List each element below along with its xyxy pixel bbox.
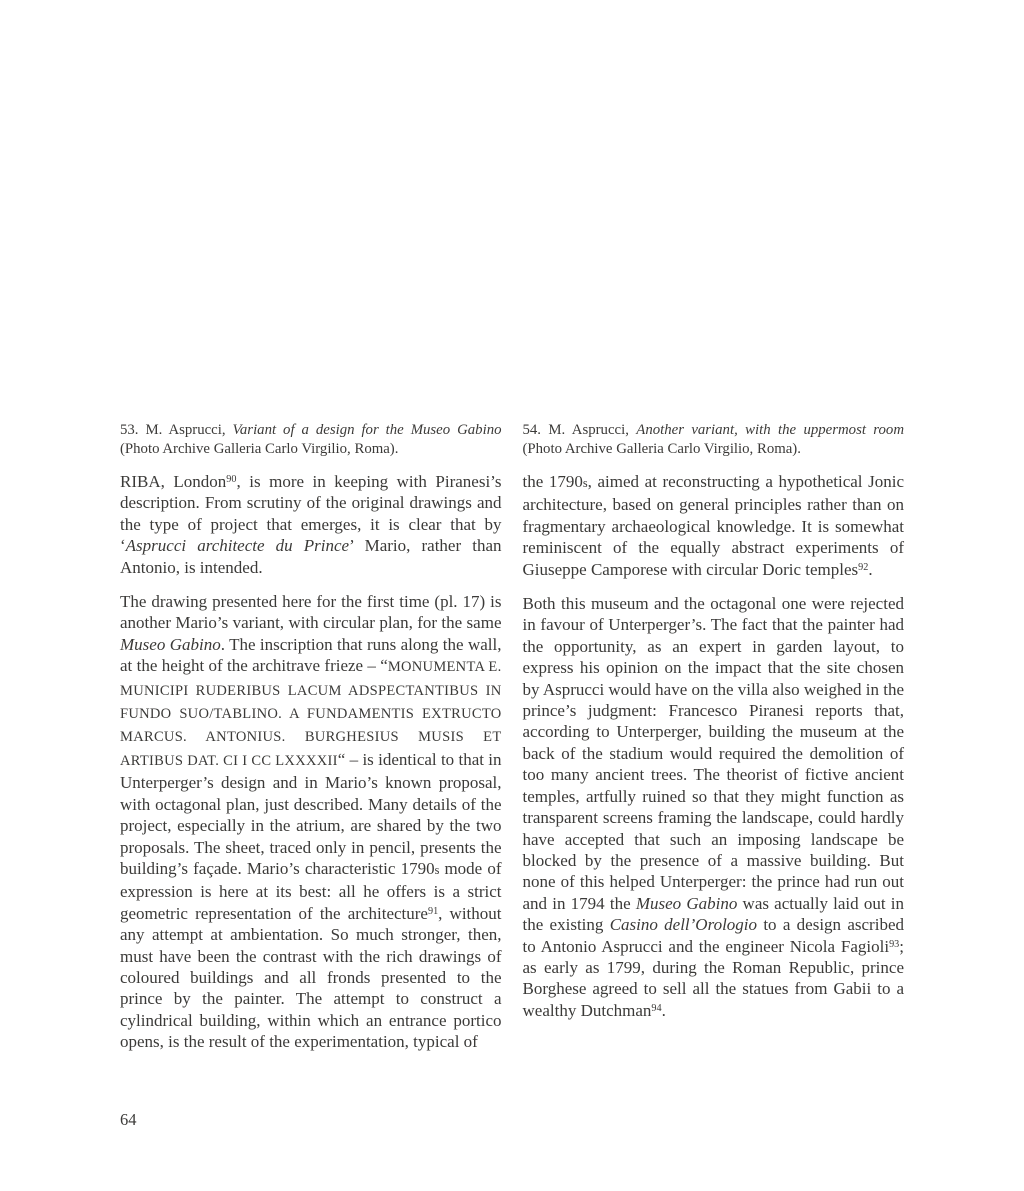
figure-caption-54: 54. M. Asprucci, Another variant, with the uppermost room (Photo Archive Galleria Carlo Virgilio, Roma). — [522, 422, 905, 457]
two-column-text — [120, 421, 904, 1053]
right-column-paragraph-1: the 1790s, aimed at reconstructing a hypothetical Jonic architecture, based on general principles rather than on fragmentary archaeological knowledge. It is somewhat reminiscent of the equally abstract experiments of Giuseppe Camporese with circular Doric temples$^{92}$. — [522, 472, 904, 579]
right-column-paragraph-2: Both this museum and the octagonal one were rejected in favour of Unterperger’s. The fact that the painter had the opportunity, as an expert in garden layout, to express his opinion on the impact that the site chosen by Asprucci would have on the villa also weighed in the prince’s judgment: Francesco Piranesi reports that, according to Unterperger, building the museum at the back of the stadium would required the demolition of too many ancient trees. The theorist of fictive ancient temples, artfully ruined so that they might function as transparent screens framing the landscape, could hardly have accepted that such an imposing landscape be blocked by the presence of a massive building. But none of this helped Unterperger: the prince had run out and in 1794 the Museo Gabino was actually laid out in the existing Casino dell’Orologio to a design ascribed to Antonio Asprucci and the engineer Nicola Fagioli$^{93}$; as early as 1799, during the Roman Republic, prince Borghese agreed to sell all the statues from Gabii to a wealthy Dutchman$^{94}$. — [522, 594, 904, 1020]
figure-caption-53: 53. M. Asprucci, Variant of a design for the Museo Gabino (Photo Archive Galleria Carlo Virgilio, Roma). — [120, 422, 502, 457]
right-column — [523, 421, 905, 1053]
left-column-paragraph-2: The drawing presented here for the first time (pl. 17) is another Mario’s variant, with circular plan, for the same Museo Gabino. The inscription that runs along the wall, at the height of the architrave frieze – “MONUMENTA E. MUNICIPI RUDERIBUS LACUM ADSPECTANTIBUS IN FUNDO SUO/TABLINO. A FUNDAMENTIS EXTRUCTO MARCUS. ANTONIUS. BURGHESIUS MUSIS ET ARTIBUS DAT. CI I CC LXXXXII“ – is identical to that in Unterperger’s design and in Mario’s known proposal, with octagonal plan, just described. Many details of the project, especially in the atrium, are shared by the two proposals. The sheet, traced only in pencil, presents the building’s façade. Mario’s characteristic 1790s mode of expression is here at its best: all he offers is a strict geometric representation of the architecture$^{91}$, without any attempt at ambientation. So much stronger, then, must have been the contrast with the rich drawings of coloured buildings and all fronds presented to the prince by the painter. The attempt to construct a cylindrical building, within which an entrance portico opens, is the result of the experimentation, typical of — [120, 592, 502, 1052]
left-column-paragraph-1: RIBA, London$^{90}$, is more in keeping with Piranesi’s description. From scrutiny of the original drawings and the type of project that emerges, it is clear that by ‘Asprucci architecte du Prince’ Mario, rather than Antonio, is intended. — [120, 472, 502, 577]
left-column — [120, 421, 502, 1053]
page-number: 64 — [120, 1110, 137, 1129]
